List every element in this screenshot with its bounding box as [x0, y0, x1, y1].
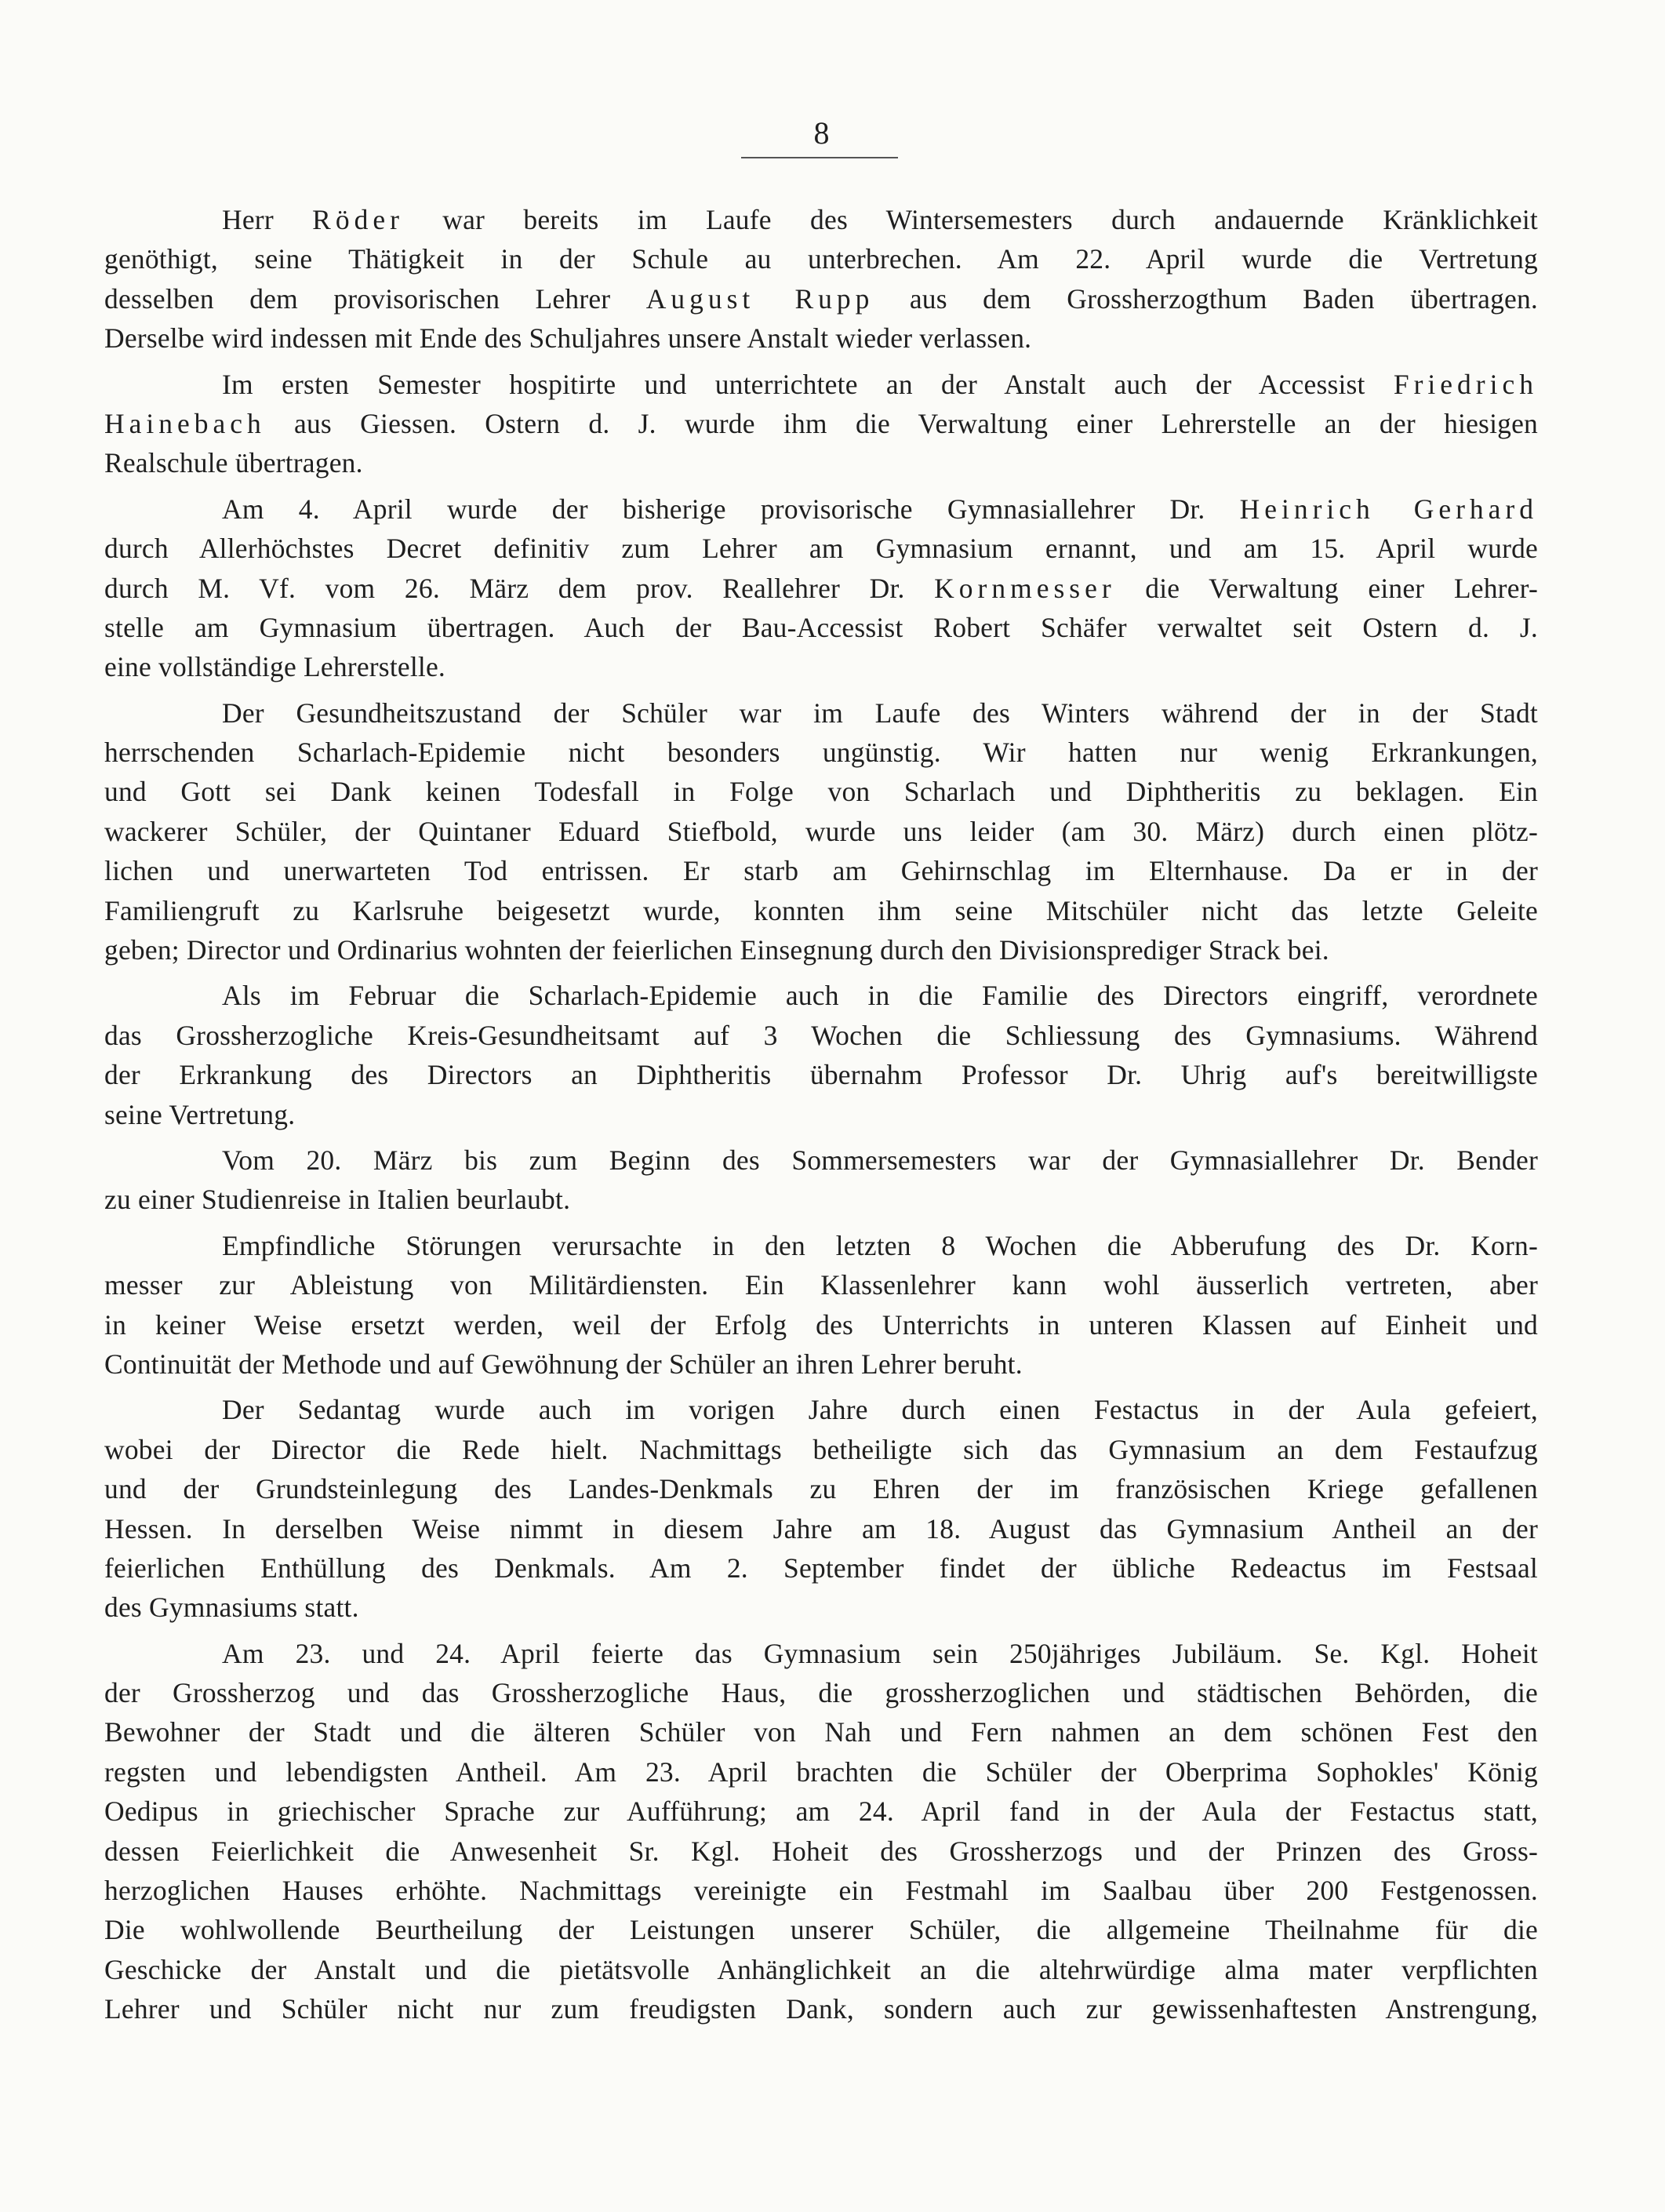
text-line — [104, 1871, 1538, 1910]
text-line — [104, 812, 1538, 851]
paragraph — [104, 1141, 1538, 1220]
text-segment: Vom 20. März bis zum Beginn des Sommersemesters war der Gymnasiallehrer Dr. Bender — [222, 1144, 1538, 1176]
text-segment: war bereits im Laufe des Wintersemesters durch andauernde Kränklichkeit — [403, 204, 1538, 235]
text-segment: regsten und lebendigsten Antheil. Am 23. April brachten die Schüler der Oberprima Sophokles' König — [104, 1755, 1538, 1788]
text-segment: Der Gesundheitszustand der Schüler war im Laufe des Winters während der in der Stadt — [222, 697, 1538, 729]
text-segment: der Erkrankung des Directors an Diphtheritis übernahm Professor Dr. Uhrig auf's bereitwilligste — [104, 1059, 1538, 1091]
text-segment: der Grossherzog und das Grossherzogliche Haus, die grossherzoglichen und städtischen Behörden, die — [104, 1677, 1538, 1709]
body-text — [104, 200, 1538, 2036]
text-line — [104, 1792, 1538, 1831]
text-line — [104, 489, 1538, 529]
text-line — [104, 239, 1538, 278]
text-segment: Als im Februar die Scharlach-Epidemie auch in die Familie des Directors eingriff, verordnete — [222, 980, 1538, 1012]
text-line — [104, 733, 1538, 772]
text-segment: Geschicke der Anstalt und die pietätsvolle Anhänglichkeit an die altehrwürdige alma mater verpflichten — [104, 1953, 1538, 1985]
text-line — [104, 608, 1538, 647]
text-segment: durch Allerhöchstes Decret definitiv zum Lehrer am Gymnasium ernannt, und am 15. April wurde — [104, 533, 1538, 565]
text-segment: lichen und unerwarteten Tod entrissen. Er starb am Gehirnschlag im Elternhause. Da er in der — [104, 855, 1538, 887]
text-segment: zu einer Studienreise in Italien beurlaubt. — [104, 1184, 571, 1216]
text-segment: wackerer Schüler, der Quintaner Eduard Stiefbold, wurde uns leider (am 30. März) durch einen plötz- — [104, 815, 1538, 847]
text-line — [104, 772, 1538, 811]
spaced-name: Friedrich — [1393, 368, 1538, 400]
text-line — [104, 1390, 1538, 1429]
paragraph — [104, 693, 1538, 970]
text-segment: Herr — [222, 204, 313, 235]
text-line — [104, 1989, 1538, 2028]
text-segment: Bewohner der Stadt und die älteren Schüler von Nah und Fern nahmen an dem schönen Fest den — [104, 1716, 1538, 1748]
spaced-name: Röder — [312, 204, 404, 235]
text-line — [104, 1673, 1538, 1712]
text-segment: Derselbe wird indessen mit Ende des Schuljahres unsere Anstalt wieder verlassen. — [104, 322, 1032, 355]
text-segment: eine vollständige Lehrerstelle. — [104, 651, 445, 683]
paragraph — [104, 1390, 1538, 1627]
text-line — [104, 279, 1538, 318]
text-line — [104, 891, 1538, 930]
text-line — [104, 693, 1538, 733]
text-segment: seine Vertretung. — [104, 1098, 296, 1130]
text-line — [104, 443, 1538, 482]
text-line — [104, 1265, 1538, 1304]
text-line — [104, 1180, 1538, 1219]
text-line — [104, 200, 1538, 239]
spaced-name: August Rupp — [645, 282, 874, 315]
text-segment: und Gott sei Dank keinen Todesfall in Folge von Scharlach und Diphtheritis zu beklagen. Ein — [104, 776, 1538, 808]
text-segment: Am 4. April wurde der bisherige provisorische Gymnasiallehrer Dr. — [222, 493, 1240, 525]
text-line — [104, 1344, 1538, 1384]
text-line — [104, 1548, 1538, 1588]
header-rule — [741, 157, 898, 158]
text-line — [104, 1095, 1538, 1134]
text-line — [104, 1832, 1538, 1871]
text-segment: Empfindliche Störungen verursachte in den letzten 8 Wochen die Abberufung des Dr. Korn- — [222, 1229, 1538, 1261]
text-line — [104, 1469, 1538, 1508]
text-segment: Der Sedantag wurde auch im vorigen Jahre durch einen Festactus in der Aula gefeiert, — [222, 1394, 1538, 1426]
text-segment: Familiengruft zu Karlsruhe beigesetzt wurde, konnten ihm seine Mitschüler nicht das letzte Geleite — [104, 894, 1538, 926]
text-segment: aus Giessen. Ostern d. J. wurde ihm die Verwaltung einer Lehrerstelle an der hiesigen — [265, 407, 1538, 439]
text-line — [104, 1016, 1538, 1055]
text-segment: Oedipus in griechischer Sprache zur Aufführung; am 24. April fand in der Aula der Festactus statt, — [104, 1795, 1538, 1828]
paragraph — [104, 976, 1538, 1134]
text-segment: und der Grundsteinlegung des Landes-Denkmals zu Ehren der im französischen Kriege gefallenen — [104, 1473, 1538, 1505]
text-line — [104, 1950, 1538, 1989]
text-segment: herrschenden Scharlach-Epidemie nicht besonders ungünstig. Wir hatten nur wenig Erkrankungen, — [104, 737, 1538, 769]
paragraph — [104, 1226, 1538, 1384]
text-line — [104, 529, 1538, 568]
paragraph — [104, 365, 1538, 483]
text-line — [104, 1712, 1538, 1752]
text-line — [104, 1430, 1538, 1469]
text-segment: Continuität der Methode und auf Gewöhnung der Schüler an ihren Lehrer beruht. — [104, 1348, 1023, 1380]
text-line — [104, 851, 1538, 890]
text-segment: aus dem Grossherzogthum Baden übertragen. — [874, 282, 1539, 315]
text-line — [104, 1634, 1538, 1673]
text-segment: dessen Feierlichkeit die Anwesenheit Sr. Kgl. Hoheit des Grossherzogs und der Prinzen des Gross- — [104, 1835, 1538, 1867]
text-segment: feierlichen Enthüllung des Denkmals. Am 2. September findet der übliche Redeactus im Festsaal — [104, 1552, 1538, 1584]
text-line — [104, 365, 1538, 404]
text-segment: herzoglichen Hauses erhöhte. Nachmittags vereinigte ein Festmahl im Saalbau über 200 Festgenossen. — [104, 1875, 1538, 1907]
text-segment: Im ersten Semester hospitirte und unterrichtete an der Anstalt auch der Accessist — [222, 368, 1394, 400]
text-segment: durch M. Vf. vom 26. März dem prov. Reallehrer Dr. — [104, 572, 935, 604]
text-segment: messer zur Ableistung von Militärdiensten. Ein Klassenlehrer kann wohl äusserlich vertreten, aber — [104, 1269, 1538, 1301]
text-line — [104, 1141, 1538, 1180]
paragraph — [104, 489, 1538, 687]
text-line — [104, 404, 1538, 443]
page-number — [0, 116, 1665, 151]
text-line — [104, 1752, 1538, 1792]
text-segment: wobei der Director die Rede hielt. Nachmittags betheiligte sich das Gymnasium an dem Festaufzug — [104, 1433, 1538, 1465]
text-segment: Die wohlwollende Beurtheilung der Leistungen unserer Schüler, die allgemeine Theilnahme für die — [104, 1914, 1538, 1946]
text-segment: in keiner Weise ersetzt werden, weil der Erfolg des Unterrichts in unteren Klassen auf Einheit und — [104, 1308, 1538, 1341]
text-segment: die Verwaltung einer Lehrer- — [1115, 572, 1538, 604]
spaced-name: Hainebach — [104, 407, 266, 439]
text-segment: desselben dem provisorischen Lehrer — [104, 282, 646, 315]
text-line — [104, 1305, 1538, 1344]
text-segment: das Grossherzogliche Kreis-Gesundheitsamt auf 3 Wochen die Schliessung des Gymnasiums. Während — [104, 1019, 1538, 1051]
text-segment: stelle am Gymnasium übertragen. Auch der Bau-Accessist Robert Schäfer verwaltet seit Ostern d. J. — [104, 611, 1538, 643]
text-line — [104, 647, 1538, 686]
text-segment: Lehrer und Schüler nicht nur zum freudigsten Dank, sondern auch zur gewissenhaftesten Anstrengung, — [104, 1993, 1538, 2025]
text-segment: genöthigt, seine Thätigkeit in der Schule au unterbrechen. Am 22. April wurde die Vertretung — [104, 243, 1538, 275]
text-line — [104, 930, 1538, 970]
spaced-name: Heinrich Gerhard — [1239, 493, 1538, 525]
paragraph — [104, 1634, 1538, 2029]
text-segment: Am 23. und 24. April feierte das Gymnasium sein 250jähriges Jubiläum. Se. Kgl. Hoheit — [222, 1637, 1538, 1669]
paragraph — [104, 200, 1538, 358]
text-line — [104, 1055, 1538, 1094]
page-number-text: 8 — [813, 115, 830, 151]
spaced-name: Kornmesser — [934, 572, 1116, 604]
text-segment: Realschule übertragen. — [104, 447, 363, 479]
text-line — [104, 1910, 1538, 1949]
text-line — [104, 569, 1538, 608]
text-segment: geben; Director und Ordinarius wohnten der feierlichen Einsegnung durch den Divisionsprediger Strack bei. — [104, 934, 1329, 966]
text-line — [104, 976, 1538, 1015]
text-line — [104, 1226, 1538, 1265]
text-line — [104, 1509, 1538, 1548]
text-line — [104, 318, 1538, 358]
text-segment: Hessen. In derselben Weise nimmt in diesem Jahre am 18. August das Gymnasium Antheil an der — [104, 1512, 1538, 1544]
text-line — [104, 1588, 1538, 1627]
text-segment: des Gymnasiums statt. — [104, 1592, 359, 1624]
